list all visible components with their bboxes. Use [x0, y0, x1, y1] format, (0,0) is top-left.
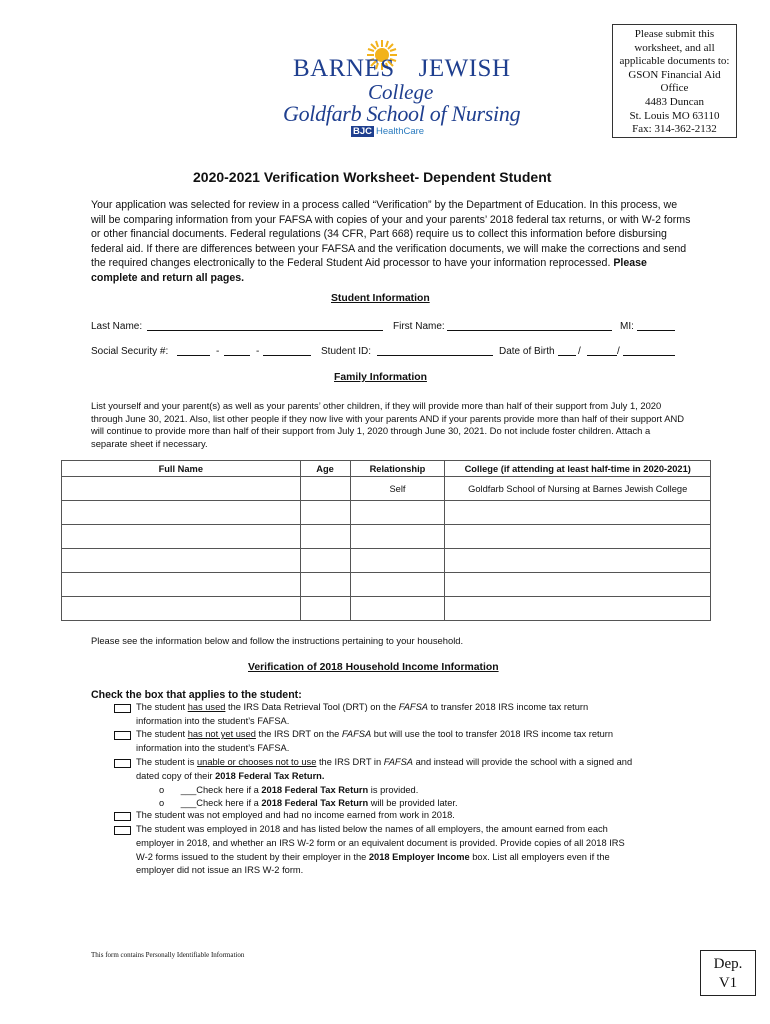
table-row	[62, 477, 711, 501]
address-line: Fax: 314-362-2132	[632, 123, 717, 136]
checkbox-drt-used[interactable]	[114, 704, 131, 713]
logo-barnes: BARNES	[293, 55, 395, 82]
checkbox-unable-drt[interactable]	[114, 759, 131, 768]
relationship-cell[interactable]	[350, 501, 445, 525]
option-text: The student	[136, 729, 188, 739]
option-drt-not-yet-used	[136, 728, 696, 756]
checkbox-drt-not-yet-used[interactable]	[114, 731, 131, 740]
option-text: W-2 forms issued to the student by their employer in the	[136, 851, 369, 862]
first-name-label: First Name:	[393, 321, 445, 332]
ssn-field-part2[interactable]	[224, 345, 250, 356]
relationship-cell[interactable]	[350, 549, 445, 573]
age-cell[interactable]	[300, 477, 350, 501]
intro-paragraph	[91, 198, 691, 285]
option-text: The student was employed in 2018 and has listed below the names of all employers, the amount earned from each	[136, 824, 608, 834]
option-text: FAFSA	[383, 757, 414, 767]
option-text: dated copy of their	[136, 770, 216, 781]
table-row	[62, 501, 711, 525]
college-cell[interactable]	[445, 525, 711, 549]
option-drt-used	[136, 701, 696, 729]
relationship-cell[interactable]	[350, 573, 445, 597]
ssn-dash: -	[256, 346, 260, 357]
college-cell: Goldfarb School of Nursing at Barnes Jewish College	[445, 477, 711, 501]
option-text: but will use the tool to transfer 2018 IRS income tax return	[371, 729, 614, 739]
address-line: GSON Financial Aid	[628, 68, 721, 81]
option-text: 2018 Federal Tax Return	[261, 785, 369, 795]
table-row	[62, 525, 711, 549]
option-text[interactable]: ___Check here if a	[180, 785, 262, 795]
address-line: Office	[660, 82, 689, 95]
logo-bjc-healthcare	[351, 126, 424, 137]
logo-jewish: JEWISH	[418, 55, 511, 82]
option-text: employer did not issue an IRS W-2 form.	[136, 865, 304, 876]
first-name-field[interactable]	[447, 320, 612, 331]
college-cell[interactable]	[445, 501, 711, 525]
name-cell[interactable]	[62, 573, 301, 597]
checkbox-employed[interactable]	[114, 826, 131, 835]
ssn-field-part3[interactable]	[263, 345, 311, 356]
column-header-age: Age	[300, 461, 350, 477]
age-cell[interactable]	[300, 525, 350, 549]
table-row	[62, 597, 711, 621]
column-header-college: College (if attending at least half-time in 2020-2021)	[445, 461, 711, 477]
intro-text: Your application was selected for review in a process called “Verification” by the Department of Education. In this process, we will be comparing information from your FAFSA with copies of your and your parents’ 2018 federal tax returns, or with W-2 forms or other financial documents. Federal regulations (34 CFR, Part 668) require us to collect this information before disbursing federal aid. If there are differences between your FAFSA and the verification documents, we will make the corrections and send the required changes electronically to the Federal Student Aid processor to have your information reprocessed.	[91, 199, 691, 269]
option-text: FAFSA	[398, 702, 428, 712]
option-text: FAFSA	[341, 729, 372, 739]
household-table	[61, 460, 711, 621]
ssn-field-part1[interactable]	[177, 345, 210, 356]
name-cell[interactable]	[62, 477, 301, 501]
option-text: box. List all employers even if the	[469, 851, 610, 862]
option-text: The student is	[136, 757, 197, 767]
page-title: 2020-2021 Verification Worksheet- Dependent Student	[193, 169, 552, 185]
checkbox-not-employed[interactable]	[114, 812, 131, 821]
column-header-full-name: Full Name	[62, 461, 301, 477]
address-line: worksheet, and all	[634, 41, 715, 54]
option-text: The student	[136, 702, 188, 712]
school-logo	[283, 40, 521, 140]
option-text: 2018 Employer Income	[368, 851, 470, 862]
last-name-row	[91, 321, 142, 332]
college-cell[interactable]	[445, 573, 711, 597]
family-info-instructions: List yourself and your parent(s) as well as your parents’ other children, if they will provide more than half of their support from July 1, 2020 through June 30, 2021. Also, list other people if they now live with your parents AND if your parents provide more than half of their support AND will continue to provide more than half of their support from July 1, 2020 through June 30, 2021. Do not include foster children. Attach a separate sheet if necessary.	[91, 400, 685, 449]
name-cell[interactable]	[62, 501, 301, 525]
relationship-cell: Self	[350, 477, 445, 501]
college-cell[interactable]	[445, 549, 711, 573]
logo-school: Goldfarb School of Nursing	[283, 101, 521, 126]
table-row	[62, 549, 711, 573]
sub-option-return-provided	[159, 784, 418, 798]
ssn-dash: -	[216, 346, 220, 357]
address-line: 4483 Duncan	[645, 95, 704, 108]
student-id-label: Student ID:	[321, 346, 372, 357]
option-unable-drt	[136, 756, 696, 784]
age-cell[interactable]	[300, 501, 350, 525]
last-name-label: Last Name:	[91, 321, 143, 332]
name-cell[interactable]	[62, 549, 301, 573]
family-info-heading: Family Information	[334, 372, 427, 383]
age-cell[interactable]	[300, 573, 350, 597]
income-verification-heading: Verification of 2018 Household Income Information	[248, 662, 499, 673]
age-cell[interactable]	[300, 597, 350, 621]
relationship-cell[interactable]	[350, 597, 445, 621]
student-id-field[interactable]	[377, 345, 493, 356]
column-header-relationship: Relationship	[350, 461, 445, 477]
table-header-row	[62, 461, 711, 477]
mi-label: MI:	[620, 321, 634, 332]
table-row	[62, 573, 711, 597]
relationship-cell[interactable]	[350, 525, 445, 549]
option-text[interactable]: ___Check here if a	[180, 798, 262, 808]
dob-separator: /	[578, 346, 581, 357]
option-text: the IRS Data Retrieval Tool (DRT) on the	[225, 702, 399, 712]
address-line: Please submit this	[634, 28, 715, 40]
mi-field[interactable]	[637, 320, 675, 331]
option-text: 2018 Federal Tax Return	[261, 798, 369, 808]
pii-notice: This form contains Personally Identifiable Information	[91, 951, 245, 959]
dob-label: Date of Birth	[499, 346, 555, 357]
option-text: and instead will provide the school with a signed and	[413, 757, 633, 767]
option-text: has used	[187, 702, 226, 712]
version-label: V1	[718, 975, 738, 991]
dob-year-field[interactable]	[623, 345, 675, 356]
dep-label: Dep.	[713, 956, 743, 972]
option-text: 2018 Federal Tax Return.	[215, 770, 325, 781]
dob-day-field[interactable]	[587, 345, 617, 356]
dob-month-field[interactable]	[558, 345, 576, 356]
last-name-field[interactable]	[147, 320, 383, 331]
option-text: to transfer 2018 IRS income tax return	[427, 702, 589, 712]
option-text: employer in 2018, and whether an IRS W-2 form or an equivalent document is provided. Provide copies of all 2018 IRS	[136, 837, 625, 848]
sub-bullet: o	[159, 798, 165, 808]
option-not-employed: The student was not employed and had no income earned from work in 2018.	[136, 810, 455, 820]
option-text: information into the student’s FAFSA.	[136, 715, 290, 726]
dob-separator: /	[617, 346, 620, 357]
option-employed	[136, 823, 706, 878]
intro-bold: Please complete and return all pages.	[91, 257, 647, 284]
logo-college: College	[368, 80, 434, 104]
name-cell[interactable]	[62, 525, 301, 549]
name-cell[interactable]	[62, 597, 301, 621]
age-cell[interactable]	[300, 549, 350, 573]
option-text: will be provided later.	[368, 798, 458, 808]
option-text: the IRS DRT on the	[255, 729, 342, 739]
ssn-label: Social Security #:	[91, 346, 169, 357]
submission-address-box	[612, 24, 737, 138]
option-text: information into the student’s FAFSA.	[136, 742, 290, 753]
college-cell[interactable]	[445, 597, 711, 621]
household-instruction-note: Please see the information below and follow the instructions pertaining to your household.	[91, 635, 464, 646]
check-box-heading: Check the box that applies to the student:	[91, 689, 302, 701]
sub-bullet: o	[159, 785, 165, 795]
option-text: is provided.	[368, 785, 419, 795]
dependency-version-box	[700, 950, 756, 996]
option-text: the IRS DRT in	[316, 757, 384, 767]
option-text: has not yet used	[187, 729, 256, 739]
student-info-heading: Student Information	[331, 293, 430, 304]
address-line: applicable documents to:	[619, 55, 730, 68]
logo-healthcare: HealthCare	[376, 126, 425, 137]
logo-bjc-mark: BJC	[353, 126, 373, 137]
address-line: St. Louis MO 63110	[629, 109, 720, 122]
option-text: unable or chooses not to use	[196, 757, 317, 767]
